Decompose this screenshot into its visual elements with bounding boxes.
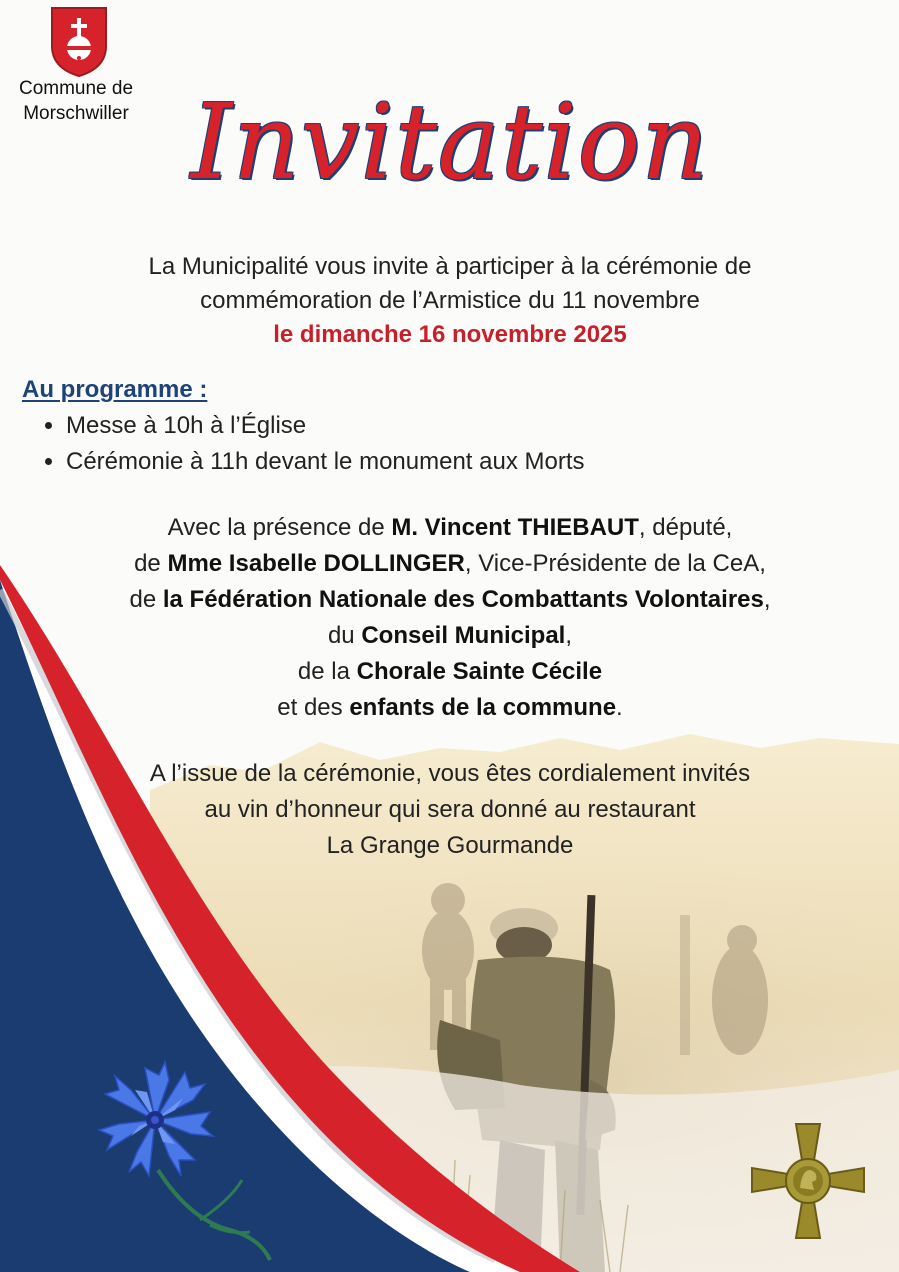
guest-name: M. Vincent THIEBAUT — [391, 514, 639, 541]
program-section — [22, 372, 822, 480]
guest-role: . — [616, 694, 623, 721]
intro-line2: commémoration de l’Armistice du 11 novembre — [200, 287, 700, 314]
guest-prefix: de — [129, 586, 163, 613]
coat-of-arms-icon — [50, 6, 108, 78]
guest-role: , — [565, 622, 573, 649]
invitation-title: Invitation — [190, 81, 710, 203]
guest-name: Conseil Municipal — [361, 622, 566, 649]
guest-prefix: de — [134, 550, 168, 577]
closing-text — [30, 756, 870, 864]
closing-line1: A l’issue de la cérémonie, vous êtes cordialement invités — [149, 760, 751, 787]
intro-text — [40, 250, 860, 352]
closing-line2: au vin d’honneur qui sera donné au restaurant — [204, 796, 696, 823]
program-item: • Messe à 10h à l’Église — [66, 408, 822, 444]
guest-name: Chorale Sainte Cécile — [356, 658, 603, 685]
program-list — [22, 408, 822, 480]
guest-prefix: du — [327, 622, 362, 649]
guest-prefix: et des — [277, 694, 350, 721]
program-item: • Cérémonie à 11h devant le monument aux Morts — [66, 444, 822, 480]
guest-name: Mme Isabelle DOLLINGER — [167, 550, 465, 577]
guests-section — [30, 510, 870, 726]
guest-role: , Vice-Présidente de la CeA, — [464, 550, 766, 577]
commune-name-line2: Morschwiller — [23, 103, 129, 124]
guest-line — [30, 618, 870, 654]
commune-name — [0, 76, 152, 126]
croix-du-combattant-icon — [748, 1120, 868, 1242]
guest-prefix: Avec la présence de — [167, 514, 392, 541]
commune-name-line1: Commune de — [18, 78, 134, 99]
guest-role: , député, — [638, 514, 733, 541]
guest-role: , — [763, 586, 771, 613]
guest-line — [30, 582, 870, 618]
guest-line — [30, 510, 870, 546]
program-heading: Au programme : — [22, 376, 208, 403]
guest-line — [30, 546, 870, 582]
guest-name: enfants de la commune — [349, 694, 617, 721]
cornflower-icon — [80, 1060, 280, 1265]
restaurant-name: La Grange Gourmande — [326, 832, 574, 859]
guest-line — [30, 690, 870, 726]
intro-line1: La Municipalité vous invite à participer à la cérémonie de — [148, 253, 752, 280]
guest-line — [30, 654, 870, 690]
guest-prefix: de la — [297, 658, 357, 685]
event-date: le dimanche 16 novembre 2025 — [273, 321, 627, 348]
guest-name: la Fédération Nationale des Combattants Volontaires — [162, 586, 764, 613]
